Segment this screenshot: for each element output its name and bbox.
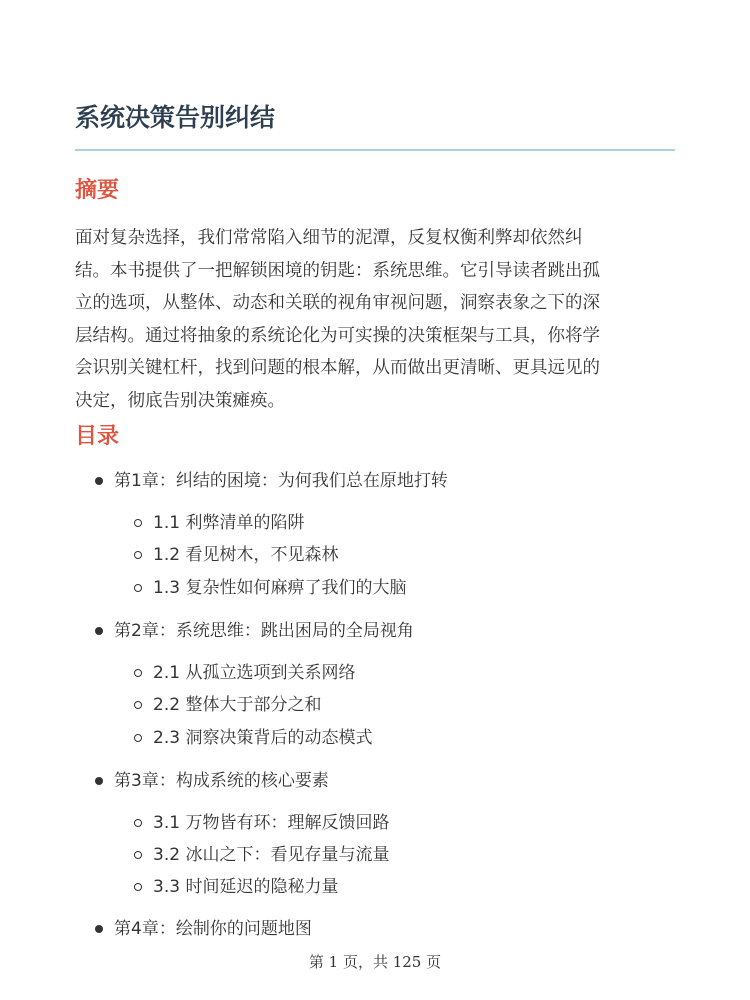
toc-chapter-label: 第2章：系统思维：跳出困局的全局视角 — [114, 621, 414, 641]
bullet-dot-icon — [95, 925, 103, 933]
toc-section-1-1 — [153, 509, 304, 537]
toc-heading: 目录 — [75, 424, 120, 449]
abstract-paragraph — [75, 222, 675, 417]
abstract-line: 会识别关键杠杆，找到问题的根本解，从而做出更清晰、更具远见的 — [75, 358, 600, 378]
toc-section-label: 2.2 整体大于部分之和 — [153, 695, 322, 715]
bullet-circle-icon — [134, 883, 142, 891]
bullet-circle-icon — [134, 701, 142, 709]
toc-section-label: 1.2 看见树木，不见森林 — [153, 545, 339, 565]
toc-section-1-3 — [153, 574, 406, 602]
title-divider — [75, 149, 675, 151]
toc-section-3-3 — [153, 873, 338, 901]
toc-section-label: 2.3 洞察决策背后的动态模式 — [153, 728, 373, 748]
bullet-circle-icon — [134, 819, 142, 827]
toc-section-label: 3.2 冰山之下：看见存量与流量 — [153, 845, 390, 865]
toc-chapter-label: 第4章：绘制你的问题地图 — [114, 919, 312, 939]
toc-section-label: 3.3 时间延迟的隐秘力量 — [153, 877, 339, 897]
bullet-circle-icon — [134, 584, 142, 592]
abstract-line: 决定，彻底告别决策瘫痪。 — [75, 390, 285, 411]
bullet-circle-icon — [134, 669, 142, 677]
toc-section-2-1 — [153, 659, 355, 687]
abstract-heading: 摘要 — [75, 178, 120, 203]
toc-chapter-1 — [114, 467, 448, 495]
abstract-line: 层结构。通过将抽象的系统论化为可实操的决策框架与工具，你将学 — [75, 325, 600, 346]
toc-section-label: 1.1 利弊清单的陷阱 — [153, 513, 305, 533]
toc-section-3-1 — [153, 809, 389, 837]
toc-section-3-2 — [153, 841, 389, 869]
toc-section-label: 1.3 复杂性如何麻痹了我们的大脑 — [153, 578, 407, 598]
document-title: 系统决策告别纠结 — [75, 103, 276, 132]
abstract-line: 立的选项，从整体、动态和关联的视角审视问题，洞察表象之下的深 — [75, 293, 600, 313]
toc-chapter-4 — [114, 915, 312, 943]
toc-section-2-2 — [153, 691, 321, 719]
bullet-circle-icon — [134, 519, 142, 527]
abstract-line: 面对复杂选择，我们常常陷入细节的泥潭，反复权衡利弊却依然纠 — [75, 228, 583, 248]
abstract-line: 结。本书提供了一把解锁困境的钥匙：系统思维。它引导读者跳出孤 — [75, 260, 600, 281]
toc-section-1-2 — [153, 541, 338, 569]
toc-chapter-2 — [114, 617, 414, 645]
toc-section-label: 2.1 从孤立选项到关系网络 — [153, 663, 356, 683]
toc-chapter-3 — [114, 767, 329, 795]
toc-chapter-label: 第3章：构成系统的核心要素 — [114, 771, 329, 791]
bullet-circle-icon — [134, 551, 142, 559]
bullet-dot-icon — [95, 627, 103, 635]
toc-section-label: 3.1 万物皆有环：理解反馈回路 — [153, 813, 390, 833]
bullet-circle-icon — [134, 851, 142, 859]
toc-chapter-label: 第1章：纠结的困境：为何我们总在原地打转 — [114, 471, 448, 491]
page-footer: 第 1 页，共 125 页 — [308, 953, 442, 971]
bullet-circle-icon — [134, 734, 142, 742]
bullet-dot-icon — [95, 777, 103, 785]
bullet-dot-icon — [95, 477, 103, 485]
toc-section-2-3 — [153, 724, 372, 752]
